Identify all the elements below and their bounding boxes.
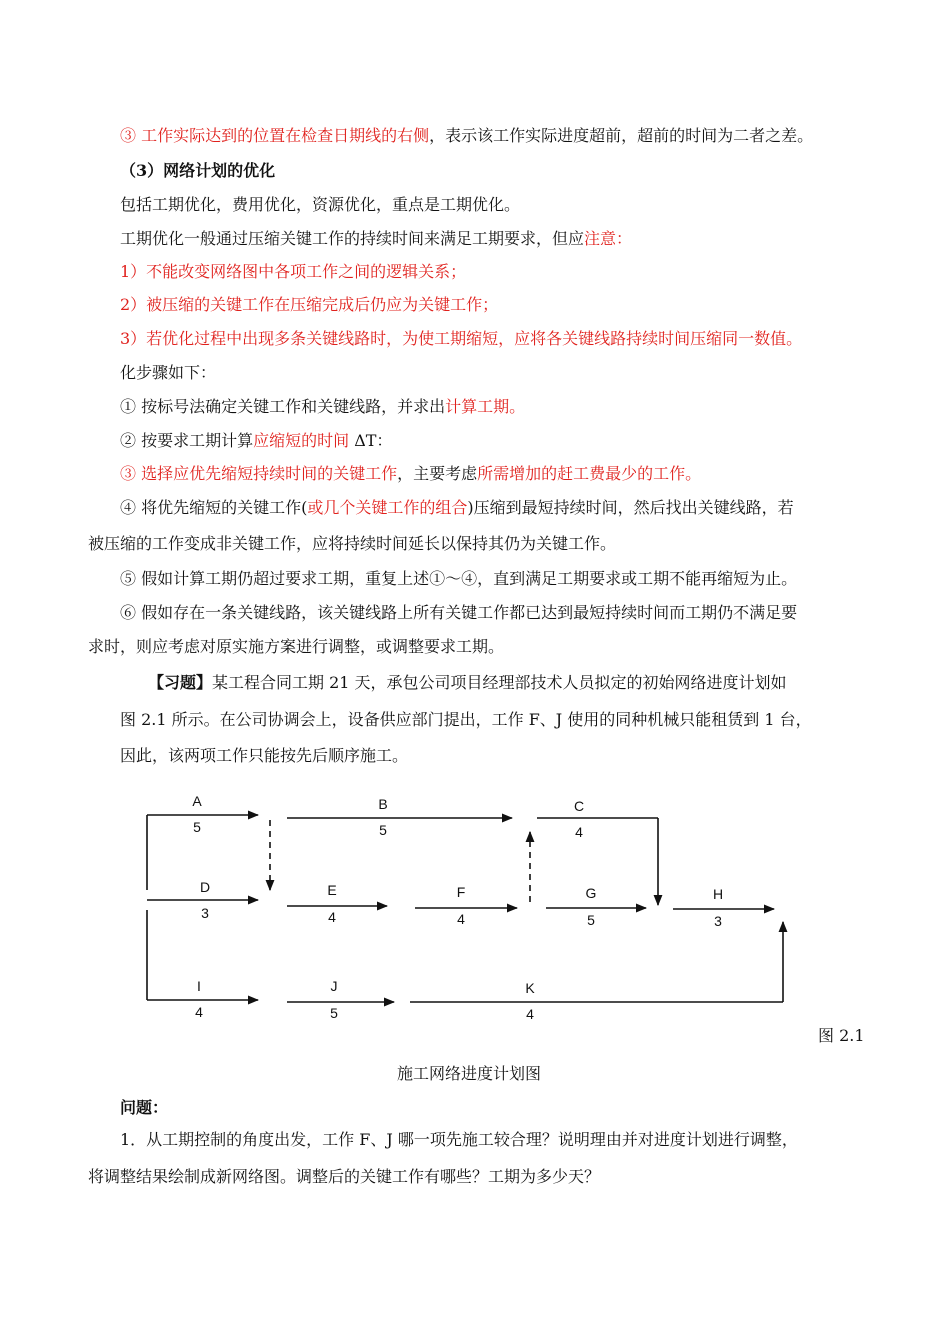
paragraph-line xyxy=(120,497,794,519)
paragraph-segment: 化步骤如下： xyxy=(120,363,217,382)
paragraph-line xyxy=(88,533,616,555)
activity-duration-C: 4 xyxy=(575,824,583,840)
paragraph-segment: ③ 选择应优先缩短持续时间的关键工作 xyxy=(120,464,398,483)
activity-label-I: I xyxy=(197,978,201,994)
paragraph-line xyxy=(120,160,275,182)
paragraph-segment: ⑥ 假如存在一条关键线路，该关键线路上所有关键工作都已达到最短持续时间而工期仍不满足要 xyxy=(120,603,798,622)
activity-label-C: C xyxy=(573,798,585,814)
activity-label-B: B xyxy=(378,796,388,812)
paragraph-segment: ，表示该工作实际进度超前，超前的时间为二者之差。 xyxy=(429,126,814,145)
paragraph-segment: 因此，该两项工作只能按先后顺序施工。 xyxy=(120,746,409,765)
paragraph-segment: ΔT： xyxy=(349,431,393,450)
activity-duration-A: 5 xyxy=(193,819,201,835)
paragraph-segment: ④ 将优先缩短的关键工作( xyxy=(120,498,308,517)
paragraph-segment: 某工程合同工期 21 天，承包公司项目经理部技术人员拟定的初始网络进度计划如 xyxy=(212,673,787,692)
activity-duration-J: 5 xyxy=(330,1005,338,1021)
paragraph-segment: ，主要考虑 xyxy=(397,464,478,483)
question-line-2: 将调整结果绘制成新网络图。调整后的关键工作有哪些？工期为多少天？ xyxy=(88,1167,601,1186)
paragraph-line xyxy=(88,636,504,658)
paragraph-segment: 1）不能改变网络图中各项工作之间的逻辑关系； xyxy=(120,262,467,281)
network-connectors xyxy=(147,815,783,1002)
paragraph-segment: 【习题】 xyxy=(148,673,213,692)
paragraph-segment: 计算工期。 xyxy=(445,397,526,416)
paragraph-segment: )压缩到最短持续时间，然后找出关键线路，若 xyxy=(467,498,794,517)
paragraph-line xyxy=(120,125,813,147)
paragraph-segment: ⑤ 假如计算工期仍超过要求工期，重复上述①～④，直到满足工期要求或工期不能再缩短为止。 xyxy=(120,569,798,588)
paragraph-line xyxy=(120,261,466,283)
activity-duration-F: 4 xyxy=(457,911,465,927)
activity-label-H: H xyxy=(712,886,724,902)
paragraph-segment: 包括工期优化，费用优化，资源优化，重点是工期优化。 xyxy=(120,195,521,214)
paragraph-line xyxy=(120,709,812,731)
questions-heading: 问题： xyxy=(120,1098,169,1117)
question-line-1: 1．从工期控制的角度出发，工作 F、J 哪一项先施工较合理？说明理由并对进度计划进行调整， xyxy=(120,1130,798,1149)
activity-duration-K: 4 xyxy=(526,1006,534,1022)
paragraph-line xyxy=(120,362,216,384)
activity-duration-I: 4 xyxy=(195,1004,203,1020)
paragraph-segment: 或几个关键工作的组合 xyxy=(307,498,468,517)
paragraph-segment: 被压缩的工作变成非关键工作，应将持续时间延长以保持其仍为关键工作。 xyxy=(88,534,617,553)
activity-label-F: F xyxy=(456,884,466,900)
activity-duration-H: 3 xyxy=(714,913,722,929)
paragraph-segment: 图 2.1 所示。在公司协调会上，设备供应部门提出，工作 F、J 使用的同种机械只能租赁到 1 台， xyxy=(120,710,812,729)
paragraph-line xyxy=(120,463,701,485)
figure-caption: 施工网络进度计划图 xyxy=(397,1064,542,1083)
paragraph-segment: （3）网络计划的优化 xyxy=(120,161,276,180)
activity-label-K: K xyxy=(525,980,535,996)
paragraph-line xyxy=(120,194,520,216)
activity-label-G: G xyxy=(585,885,597,901)
activity-duration-B: 5 xyxy=(379,822,387,838)
paragraph-line xyxy=(120,602,797,624)
paragraph-segment: 工期优化一般通过压缩关键工作的持续时间来满足工期要求，但应 xyxy=(120,229,585,248)
activity-duration-D: 3 xyxy=(201,905,209,921)
figure-number: 图 2.1 xyxy=(818,1026,865,1045)
paragraph-segment: 3）若优化过程中出现多条关键线路时，为使工期缩短，应将各关键线路持续时间压缩同一数值。 xyxy=(120,329,803,348)
paragraph-line xyxy=(120,396,525,418)
paragraph-segment: ② 按要求工期计算 xyxy=(120,431,254,450)
paragraph-line xyxy=(120,430,392,452)
paragraph-segment: ① 按标号法确定关键工作和关键线路，并求出 xyxy=(120,397,446,416)
paragraph-segment: 注意： xyxy=(584,229,633,248)
activity-duration-E: 4 xyxy=(328,909,336,925)
paragraph-line xyxy=(120,328,802,350)
paragraph-line xyxy=(148,672,787,694)
activity-label-E: E xyxy=(327,882,337,898)
paragraph-segment: 应缩短的时间 xyxy=(253,431,350,450)
activity-label-A: A xyxy=(192,793,202,809)
paragraph-line xyxy=(120,294,498,316)
paragraph-line xyxy=(120,228,632,250)
paragraph-segment: 求时，则应考虑对原实施方案进行调整，或调整要求工期。 xyxy=(88,637,505,656)
paragraph-segment: 2）被压缩的关键工作在压缩完成后仍应为关键工作； xyxy=(120,295,499,314)
paragraph-line xyxy=(120,745,408,767)
activity-label-J: J xyxy=(330,978,338,994)
paragraph-segment: ③ 工作实际达到的位置在检查日期线的右侧 xyxy=(120,126,430,145)
activity-duration-G: 5 xyxy=(587,912,595,928)
paragraph-line xyxy=(120,568,797,590)
paragraph-segment: 所需增加的赶工费最少的工作。 xyxy=(477,464,702,483)
activity-label-D: D xyxy=(199,879,211,895)
